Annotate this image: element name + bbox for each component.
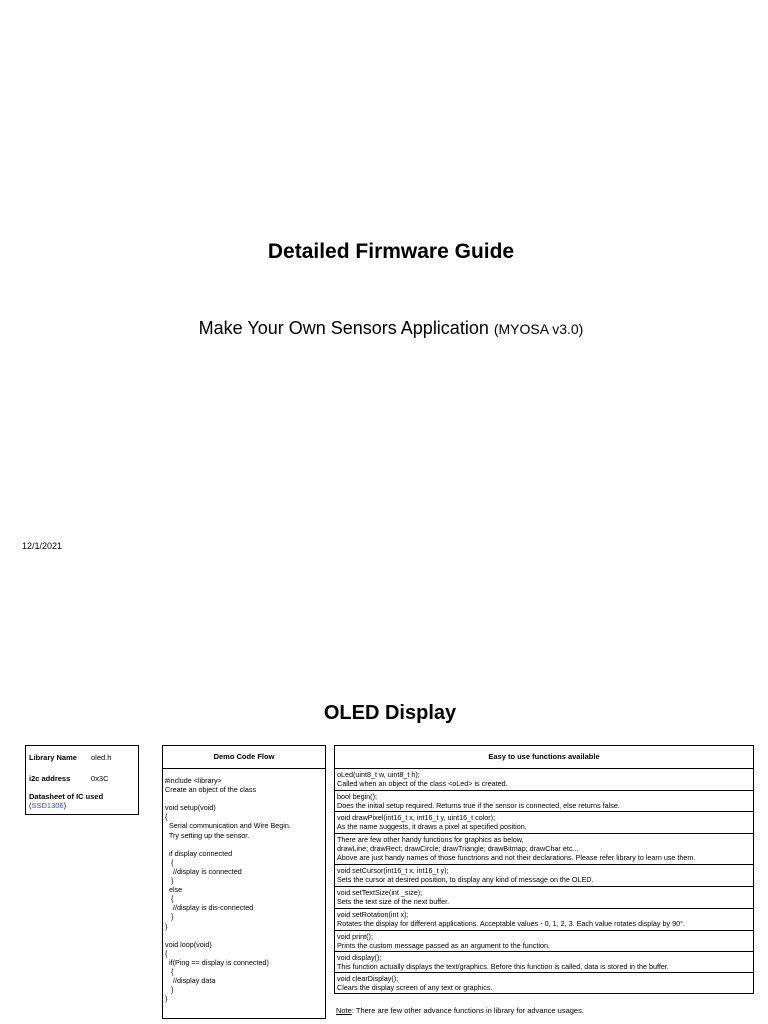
function-signature: oLed(uint8_t w, uint8_t h); bbox=[337, 770, 420, 779]
function-signature: void drawPixel(int16_t x, int16_t y, uint16_t color); bbox=[337, 813, 496, 822]
subtitle-version: (MYOSA v3.0) bbox=[493, 321, 584, 337]
datasheet-paren-open: ( bbox=[29, 801, 32, 810]
function-row bbox=[335, 834, 753, 865]
function-signature: void display(); bbox=[337, 953, 382, 962]
note-label: Note bbox=[336, 1006, 352, 1015]
function-description: Sets the text size of the next buffer. bbox=[337, 897, 450, 906]
function-row bbox=[335, 952, 753, 973]
demo-code-header: Demo Code Flow bbox=[163, 746, 325, 769]
function-description: Called when an object of the class <oLed> is created. bbox=[337, 779, 508, 788]
section-title: OLED Display bbox=[323, 702, 457, 724]
function-row bbox=[335, 973, 753, 994]
function-row bbox=[335, 791, 753, 812]
function-signature: void setRotation(int x); bbox=[337, 910, 409, 919]
function-description: As the name suggests, it draws a pixel at specified position. bbox=[337, 822, 527, 831]
subtitle bbox=[0, 318, 768, 339]
function-row bbox=[335, 769, 753, 791]
functions-table bbox=[334, 745, 754, 994]
page-title: Detailed Firmware Guide bbox=[267, 240, 515, 263]
note-text: : There are few other advance functions in library for advance usages. bbox=[351, 1006, 584, 1015]
function-description: drawLine; drawRect; drawCircle; drawTriangle; drawBitmap; drawChar etc... bbox=[337, 844, 579, 853]
function-description: Prints the custom message passed as an argument to the function. bbox=[337, 941, 550, 950]
function-signature: void print(); bbox=[337, 932, 373, 941]
function-signature: bool begin(); bbox=[337, 792, 377, 801]
function-description: This function actually displays the text/graphics. Before this function is called, data is stored in the buffer. bbox=[337, 962, 669, 971]
function-description-extra: Above are just handy names of those functrions and not their declarations. Please refer library to learn use them. bbox=[337, 853, 696, 862]
datasheet-row bbox=[29, 792, 103, 810]
function-signature: void setTextSize(int _size); bbox=[337, 888, 423, 897]
i2c-address-label: i2c address bbox=[29, 774, 71, 783]
library-name-label: Library Name bbox=[29, 753, 77, 762]
datasheet-paren-close: ) bbox=[63, 801, 67, 810]
function-row bbox=[335, 931, 753, 952]
demo-code-text: #include <library> Create an object of the class void setup(void) { Serial communication and Wire Begin. Try setting up the sensor. if display connected { //display is connected } else { //display is dis-connected } } void loop(void) { if(Ping == display is connected) { //display data } } bbox=[165, 776, 291, 1004]
datasheet-link[interactable]: SSD1306 bbox=[31, 801, 64, 810]
function-row bbox=[335, 812, 753, 834]
function-row bbox=[335, 887, 753, 909]
library-name-value: oled.h bbox=[91, 753, 112, 762]
function-description: Sets the cursor at desired position, to display any kind of message on the OLED. bbox=[337, 875, 594, 884]
i2c-address-row bbox=[29, 774, 109, 783]
function-signature: void setCursor(int16_t x, int16_t y); bbox=[337, 866, 449, 875]
subtitle-main: Make Your Own Sensors Application bbox=[198, 318, 494, 338]
function-description: Rotates the display for different applications. Acceptable values - 0, 1, 2, 3. Each value rotates display by 90°. bbox=[337, 919, 685, 928]
functions-table-header: Easy to use functions available bbox=[335, 746, 753, 769]
library-info-box bbox=[25, 745, 139, 815]
footnote bbox=[336, 1006, 584, 1015]
datasheet-label: Datasheet of IC used bbox=[29, 792, 104, 801]
function-signature: There are few other handy functions for graphics as below, bbox=[337, 835, 524, 844]
function-description: Does the initial setup required. Returns true if the sensor is connected, else returns false. bbox=[337, 801, 620, 810]
date-label: 12/1/2021 bbox=[22, 541, 63, 551]
function-signature: void clearDisplay(); bbox=[337, 974, 399, 983]
function-row bbox=[335, 909, 753, 931]
function-description: Clears the display screen of any text or graphics. bbox=[337, 983, 493, 992]
library-name-row bbox=[29, 753, 112, 762]
demo-code-box bbox=[162, 745, 326, 1019]
function-row bbox=[335, 865, 753, 887]
i2c-address-value: 0x3C bbox=[91, 774, 109, 783]
